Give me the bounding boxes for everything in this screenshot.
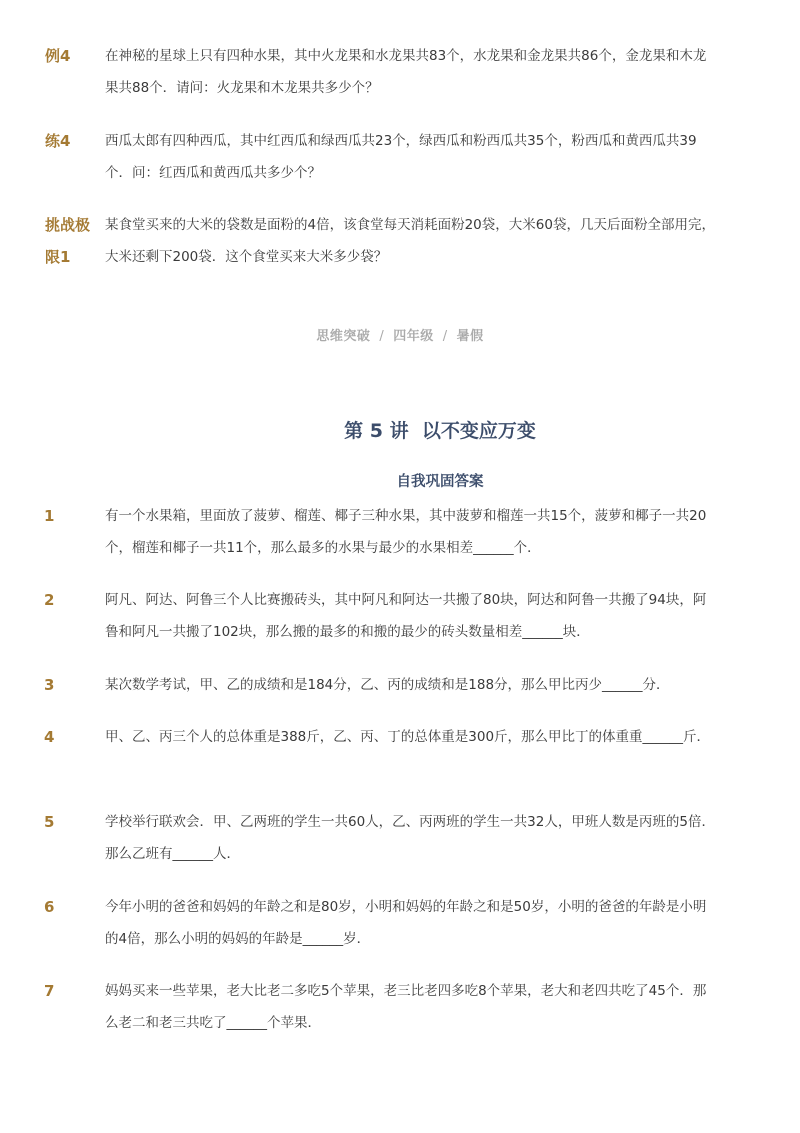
question-number: 1 (44, 507, 55, 525)
question-text: 某次数学考试，甲、乙的成绩和是184分，乙、丙的成绩和是188分，那么甲比丙少______分． (105, 677, 670, 693)
question-number: 5 (44, 813, 55, 831)
page-footer (0, 325, 800, 344)
problem-label: 练4 (45, 132, 71, 150)
question-number: 4 (44, 728, 55, 746)
footer-separator: / (442, 329, 448, 344)
question-text: 妈妈买来一些苹果，老大比老二多吃5个苹果，老三比老四多吃8个苹果，老大和老四共吃了45个．那么老二和老三共吃了______个苹果． (105, 983, 707, 1031)
footer-grade: 四年级 (393, 329, 434, 344)
question-number: 7 (44, 982, 55, 1000)
question-text: 有一个水果箱，里面放了菠萝、榴莲、椰子三种水果，其中菠萝和榴莲一共15个，菠萝和椰子一共20个，榴莲和椰子一共11个，那么最多的水果与最少的水果相差______个． (105, 508, 707, 556)
question-number: 3 (44, 676, 55, 694)
problem-text: 某食堂买来的大米的袋数是面粉的4倍，该食堂每天消耗面粉20袋，大米60袋，几天后面粉全部用完，大米还剩下200袋．这个食堂买来大米多少袋？ (105, 217, 715, 265)
problem-label: 挑战极限1 (45, 216, 91, 266)
footer-separator: / (379, 329, 385, 344)
footer-series: 思维突破 (316, 329, 371, 344)
problem-label: 例4 (45, 47, 71, 65)
question-number: 2 (44, 591, 55, 609)
question-text: 今年小明的爸爸和妈妈的年龄之和是80岁，小明和妈妈的年龄之和是50岁，小明的爸爸的年龄是小明的4倍，那么小明的妈妈的年龄是______岁． (105, 899, 707, 947)
question-number: 6 (44, 898, 55, 916)
question-text: 学校举行联欢会．甲、乙两班的学生一共60人，乙、丙两班的学生一共32人，甲班人数是丙班的5倍．那么乙班有______人． (105, 814, 715, 862)
question-text: 阿凡、阿达、阿鲁三个人比赛搬砖头，其中阿凡和阿达一共搬了80块，阿达和阿鲁一共搬了94块，阿鲁和阿凡一共搬了102块，那么搬的最多的和搬的最少的砖头数量相差______块． (105, 592, 707, 640)
lecture-title: 第 5 讲 以不变应万变 (344, 420, 536, 442)
section-title: 自我巩固答案 (396, 474, 484, 490)
problem-text: 在神秘的星球上只有四种水果，其中火龙果和水龙果共83个，水龙果和金龙果共86个，金龙果和木龙果共88个．请问：火龙果和木龙果共多少个？ (105, 48, 707, 96)
question-text: 甲、乙、丙三个人的总体重是388斤，乙、丙、丁的总体重是300斤，那么甲比丁的体重重______斤． (105, 729, 711, 745)
footer-term: 暑假 (456, 329, 484, 344)
problem-text: 西瓜太郎有四种西瓜，其中红西瓜和绿西瓜共23个，绿西瓜和粉西瓜共35个，粉西瓜和黄西瓜共39个．问：红西瓜和黄西瓜共多少个？ (105, 133, 697, 181)
